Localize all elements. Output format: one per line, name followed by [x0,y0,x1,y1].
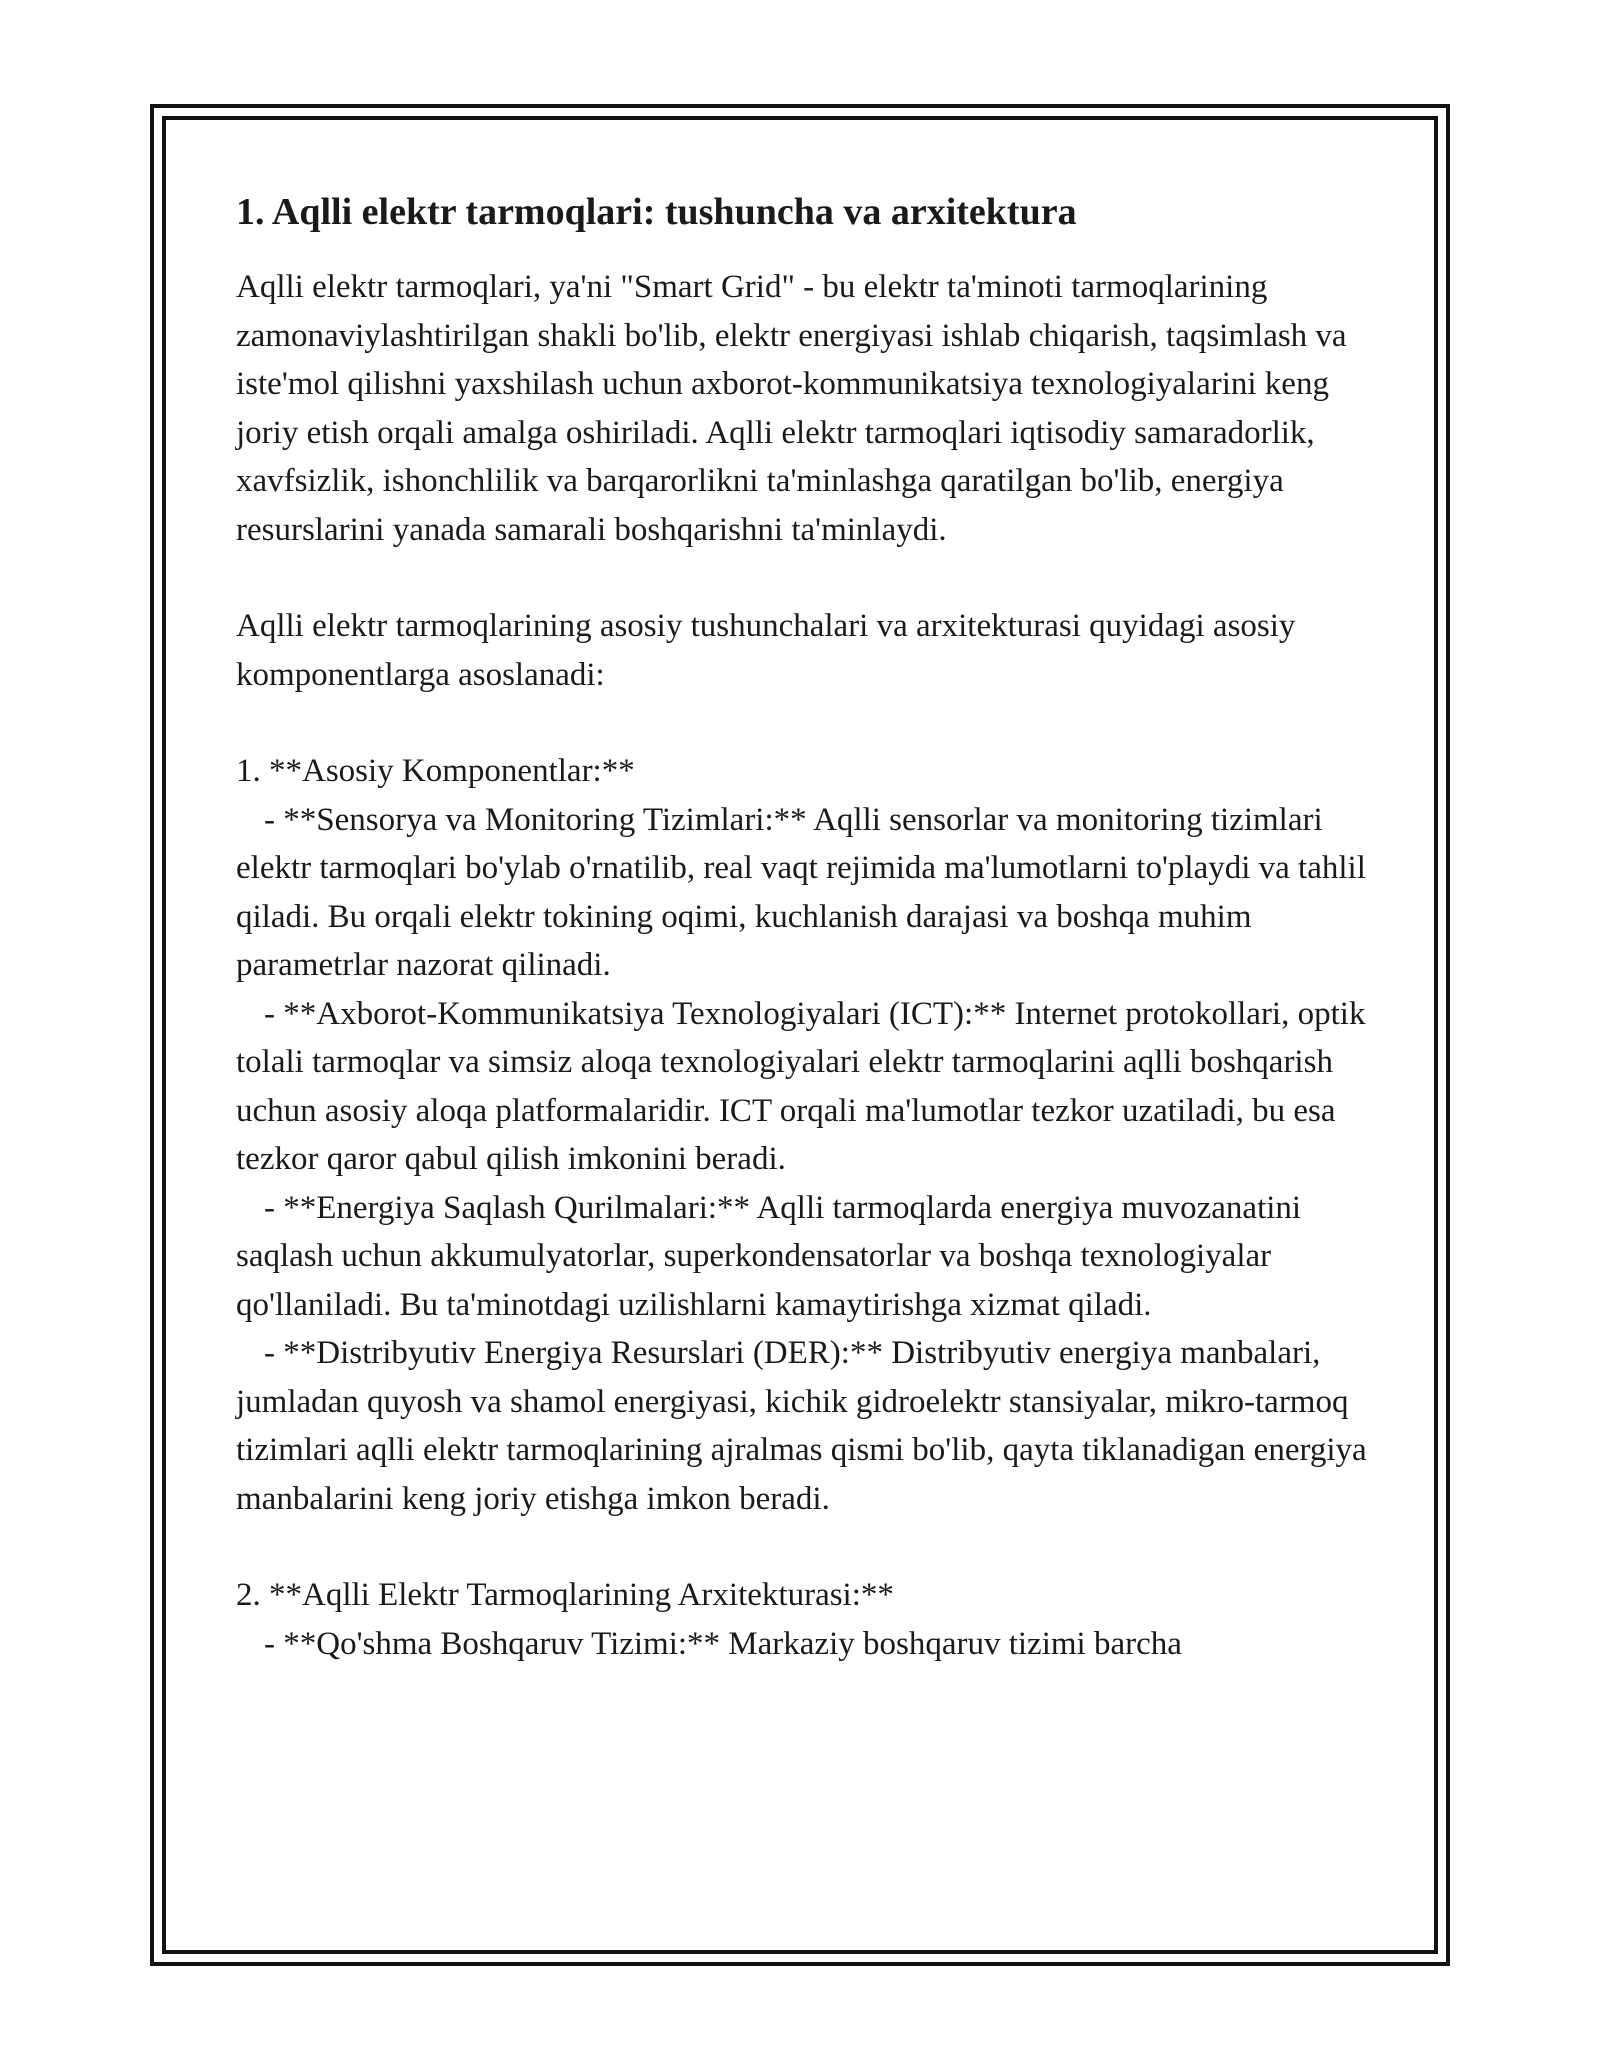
document-title: 1. Aqlli elektr tarmoqlari: tushuncha va arxitektura [236,191,1077,233]
list-item-joint-control: - **Qo'shma Boshqaruv Tizimi:** Markaziy boshqaruv tizimi barcha [264,1625,1182,1662]
list-item-ict: - **Axborot-Kommunikatsiya Texnologiyalari (ICT):** Internet protokollari, optik tolali tarmoqlar va simsiz aloqa texnologiyalari elektr tarmoqlarini aqlli boshqarish uchun asosiy aloqa platformalaridir. ICT orqali ma'lumotlar tezkor uzatiladi, bu esa tezkor qaror qabul qilish imkonini beradi. [236,995,1366,1178]
list-item-energy-storage: - **Energiya Saqlash Qurilmalari:** Aqlli tarmoqlarda energiya muvozanatini saqlash uchun akkumulyatorlar, superkondensatorlar va boshqa texnologiyalar qo'llaniladi. Bu ta'minotdagi uzilishlarni kamaytirishga xizmat qiladi. [236,1189,1302,1323]
section-2-title: 2. **Aqlli Elektr Tarmoqlarining Arxitekturasi:** [236,1577,894,1614]
section-1-title: 1. **Asosiy Komponentlar:** [236,753,635,790]
section-1 [236,747,1376,1523]
components-intro-paragraph: Aqlli elektr tarmoqlarining asosiy tushunchalari va arxitekturasi quyidagi asosiy komponentlarga asoslanadi: [236,608,1296,693]
list-item-sensors: - **Sensorya va Monitoring Tizimlari:** Aqlli sensorlar va monitoring tizimlari elektr tarmoqlari bo'ylab o'rnatilib, real vaqt rejimida ma'lumotlarni to'playdi va tahlil qiladi. Bu orqali elektr tokining oqimi, kuchlanish darajasi va boshqa muhim parametrlar nazorat qilinadi. [236,801,1366,984]
document-body [236,188,1376,1716]
intro-paragraph: Aqlli elektr tarmoqlari, ya'ni "Smart Grid" - bu elektr ta'minoti tarmoqlarining zamonaviylashtirilgan shakli bo'lib, elektr energiyasi ishlab chiqarish, taqsimlash va iste'mol qilishni yaxshilash uchun axborot-kommunikatsiya texnologiyalarini keng joriy etish orqali amalga oshiriladi. Aqlli elektr tarmoqlari iqtisodiy samaradorlik, xavfsizlik, ishonchlilik va barqarorlikni ta'minlashga qaratilgan bo'lib, energiya resurslarini yanada samarali boshqarishni ta'minlaydi. [236,269,1347,548]
section-2 [236,1571,1376,1668]
list-item-der: - **Distribyutiv Energiya Resurslari (DER):** Distribyutiv energiya manbalari, jumladan quyosh va shamol energiyasi, kichik gidroelektr stansiyalar, mikro-tarmoq tizimlari aqlli elektr tarmoqlarining ajralmas qismi bo'lib, qayta tiklanadigan energiya manbalarini keng joriy etishga imkon beradi. [236,1335,1367,1517]
